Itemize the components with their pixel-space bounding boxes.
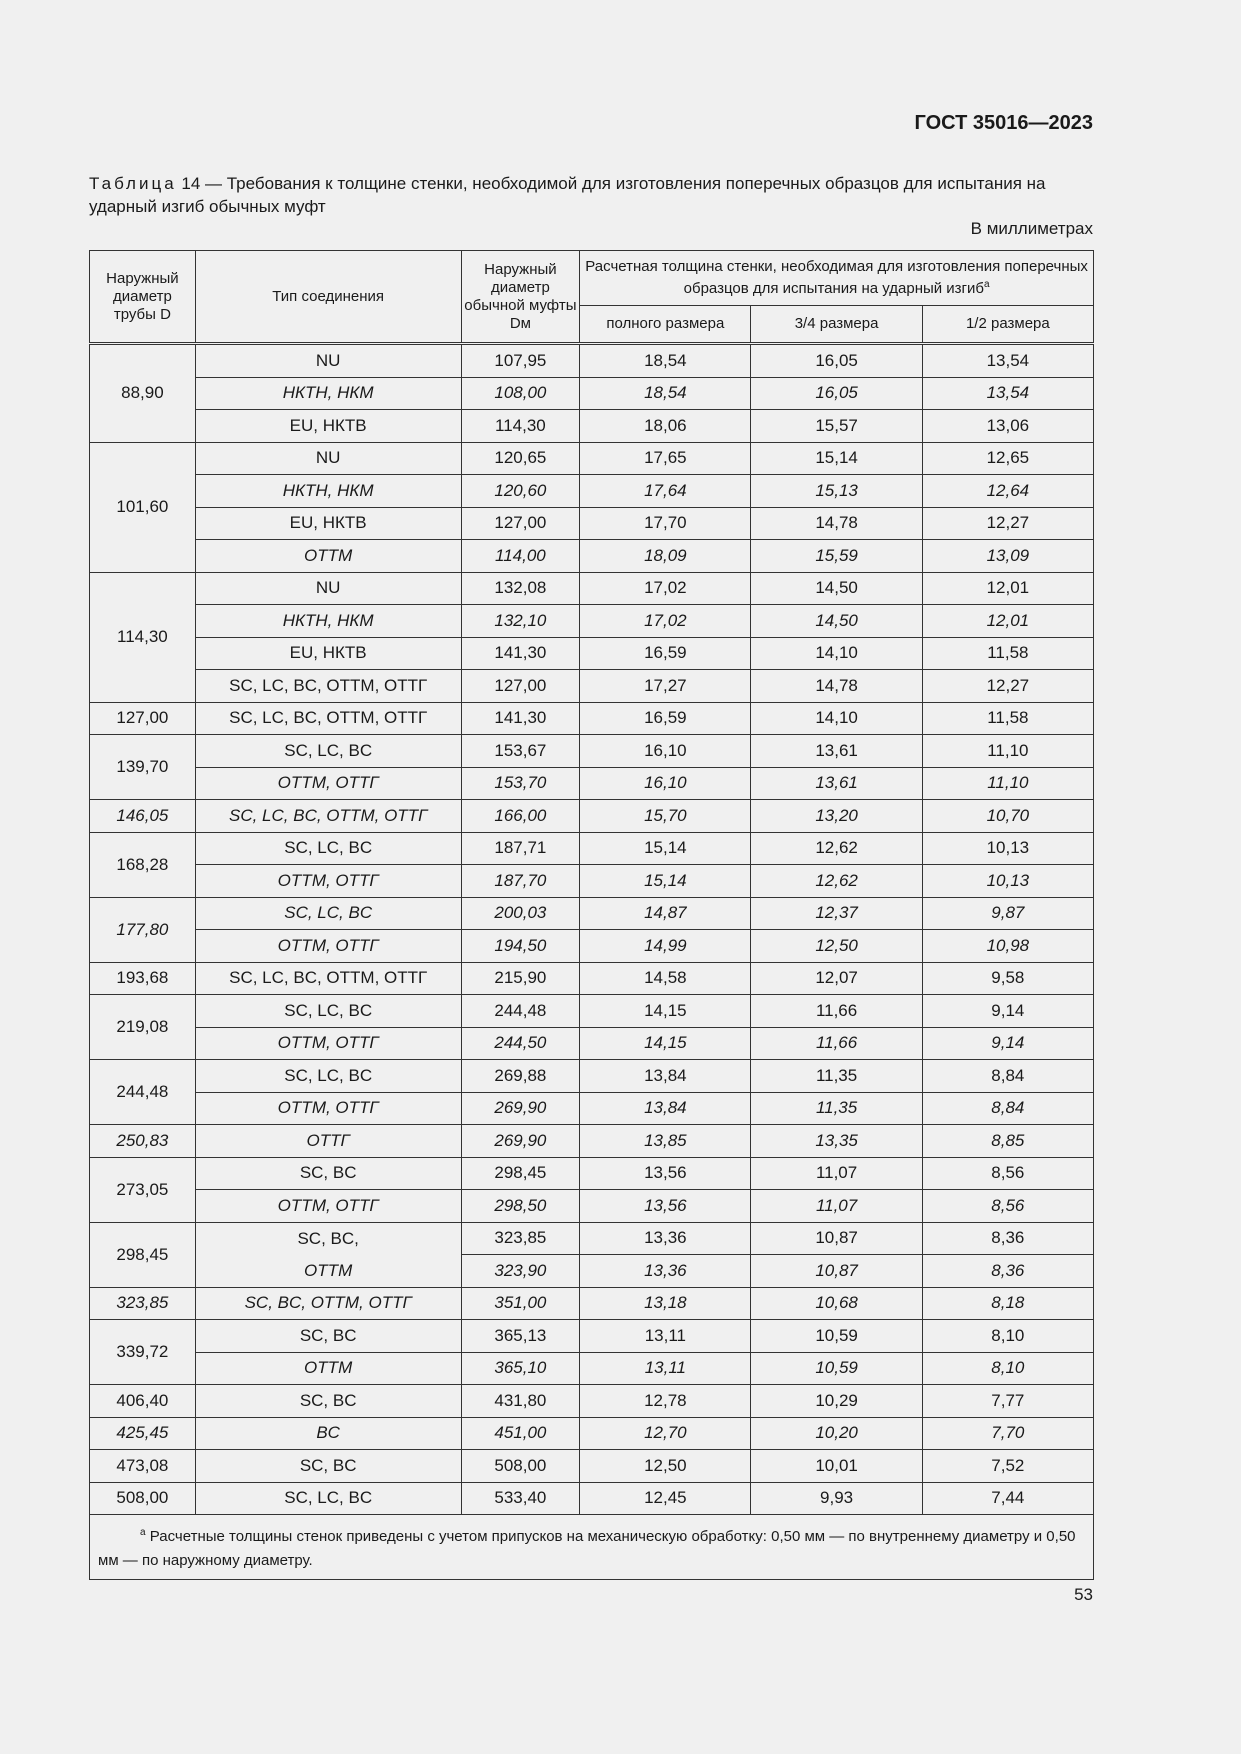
cell-half-size: 7,77 xyxy=(922,1385,1093,1418)
cell-full-size: 18,06 xyxy=(580,410,751,443)
cell-half-size: 8,56 xyxy=(922,1190,1093,1223)
header-half-size: 1/2 размера xyxy=(922,306,1093,344)
cell-three-quarter-size: 11,35 xyxy=(751,1092,922,1125)
table-footnote: $^a$ Расчетные толщины стенок приведены с учетом припусков на механическую обработку: 0,50 мм — по внутреннему диаметру и 0,50 мм — по наружному диаметру. xyxy=(90,1515,1094,1580)
cell-connection-type: SC, LC, BC xyxy=(195,1060,461,1093)
cell-coupling-od: 323,85 xyxy=(461,1222,580,1255)
table-row xyxy=(90,507,1094,540)
cell-three-quarter-size: 15,14 xyxy=(751,442,922,475)
cell-connection-type: NU xyxy=(195,344,461,378)
table-row xyxy=(90,1450,1094,1483)
cell-connection-type: SC, LC, BC, ОТТМ, ОТТГ xyxy=(195,962,461,995)
cell-half-size: 8,10 xyxy=(922,1352,1093,1385)
cell-connection-type: SC, BC xyxy=(195,1320,461,1353)
cell-pipe-od: 250,83 xyxy=(90,1125,196,1158)
cell-half-size: 11,58 xyxy=(922,702,1093,735)
cell-half-size: 7,44 xyxy=(922,1482,1093,1515)
cell-full-size: 14,58 xyxy=(580,962,751,995)
cell-three-quarter-size: 11,66 xyxy=(751,1027,922,1060)
cell-connection-type: SC, BC, xyxy=(195,1222,461,1255)
cell-coupling-od: 120,60 xyxy=(461,475,580,508)
table-row xyxy=(90,1222,1094,1255)
table-row xyxy=(90,1287,1094,1320)
cell-full-size: 13,84 xyxy=(580,1060,751,1093)
cell-connection-type: ОТТГ xyxy=(195,1125,461,1158)
cell-coupling-od: 120,65 xyxy=(461,442,580,475)
header-coupling-od: Наружный диаметр обычной муфты Dм xyxy=(461,251,580,344)
cell-half-size: 8,84 xyxy=(922,1092,1093,1125)
cell-three-quarter-size: 10,68 xyxy=(751,1287,922,1320)
table-caption-prefix: Таблица xyxy=(89,174,177,193)
cell-full-size: 16,10 xyxy=(580,735,751,768)
table-row xyxy=(90,475,1094,508)
cell-connection-type: SC, LC, BC xyxy=(195,995,461,1028)
cell-three-quarter-size: 11,07 xyxy=(751,1157,922,1190)
header-connection-type: Тип соединения xyxy=(195,251,461,344)
cell-connection-type: НКТН, НКМ xyxy=(195,377,461,410)
cell-full-size: 17,65 xyxy=(580,442,751,475)
cell-three-quarter-size: 10,29 xyxy=(751,1385,922,1418)
wall-thickness-table xyxy=(89,250,1094,1580)
cell-coupling-od: 141,30 xyxy=(461,702,580,735)
cell-three-quarter-size: 13,20 xyxy=(751,800,922,833)
cell-half-size: 7,70 xyxy=(922,1417,1093,1450)
cell-pipe-od: 508,00 xyxy=(90,1482,196,1515)
cell-half-size: 12,27 xyxy=(922,507,1093,540)
cell-connection-type: SC, LC, BC, ОТТМ, ОТТГ xyxy=(195,670,461,703)
cell-three-quarter-size: 16,05 xyxy=(751,344,922,378)
cell-full-size: 18,54 xyxy=(580,344,751,378)
cell-full-size: 13,36 xyxy=(580,1255,751,1288)
cell-full-size: 16,10 xyxy=(580,767,751,800)
table-body xyxy=(90,344,1094,1515)
cell-connection-type: ОТТМ, ОТТГ xyxy=(195,1092,461,1125)
cell-connection-type: ОТТМ xyxy=(195,1352,461,1385)
cell-coupling-od: 244,48 xyxy=(461,995,580,1028)
cell-pipe-od: 473,08 xyxy=(90,1450,196,1483)
cell-connection-type: НКТН, НКМ xyxy=(195,605,461,638)
cell-half-size: 10,13 xyxy=(922,832,1093,865)
table-row xyxy=(90,1352,1094,1385)
table-row xyxy=(90,410,1094,443)
cell-connection-type: ОТТМ, ОТТГ xyxy=(195,767,461,800)
cell-half-size: 8,56 xyxy=(922,1157,1093,1190)
cell-half-size: 9,87 xyxy=(922,897,1093,930)
cell-full-size: 13,56 xyxy=(580,1157,751,1190)
cell-coupling-od: 127,00 xyxy=(461,507,580,540)
table-row xyxy=(90,540,1094,573)
cell-coupling-od: 269,90 xyxy=(461,1092,580,1125)
cell-coupling-od: 323,90 xyxy=(461,1255,580,1288)
cell-three-quarter-size: 15,59 xyxy=(751,540,922,573)
table-row xyxy=(90,1125,1094,1158)
cell-connection-type: ОТТМ, ОТТГ xyxy=(195,1190,461,1223)
cell-pipe-od: 127,00 xyxy=(90,702,196,735)
cell-half-size: 9,14 xyxy=(922,995,1093,1028)
cell-coupling-od: 351,00 xyxy=(461,1287,580,1320)
cell-coupling-od: 298,45 xyxy=(461,1157,580,1190)
cell-pipe-od: 298,45 xyxy=(90,1222,196,1287)
cell-pipe-od: 139,70 xyxy=(90,735,196,800)
cell-half-size: 8,18 xyxy=(922,1287,1093,1320)
cell-coupling-od: 365,10 xyxy=(461,1352,580,1385)
cell-three-quarter-size: 12,07 xyxy=(751,962,922,995)
cell-coupling-od: 451,00 xyxy=(461,1417,580,1450)
table-row xyxy=(90,1385,1094,1418)
cell-connection-type: ОТТМ, ОТТГ xyxy=(195,1027,461,1060)
cell-connection-type: SC, LC, BC, ОТТМ, ОТТГ xyxy=(195,702,461,735)
cell-full-size: 15,14 xyxy=(580,832,751,865)
cell-coupling-od: 187,71 xyxy=(461,832,580,865)
units-label: В миллиметрах xyxy=(970,219,1093,238)
cell-half-size: 12,27 xyxy=(922,670,1093,703)
cell-three-quarter-size: 14,50 xyxy=(751,605,922,638)
page-number: 53 xyxy=(1074,1585,1093,1604)
cell-three-quarter-size: 16,05 xyxy=(751,377,922,410)
cell-pipe-od: 101,60 xyxy=(90,442,196,572)
cell-full-size: 16,59 xyxy=(580,702,751,735)
cell-coupling-od: 194,50 xyxy=(461,930,580,963)
cell-coupling-od: 269,90 xyxy=(461,1125,580,1158)
cell-connection-type: EU, НКТВ xyxy=(195,507,461,540)
cell-half-size: 8,10 xyxy=(922,1320,1093,1353)
cell-full-size: 13,11 xyxy=(580,1320,751,1353)
cell-pipe-od: 177,80 xyxy=(90,897,196,962)
cell-coupling-od: 108,00 xyxy=(461,377,580,410)
table-caption xyxy=(89,172,1093,218)
document-id: ГОСТ 35016—2023 xyxy=(914,112,1093,134)
cell-coupling-od: 508,00 xyxy=(461,1450,580,1483)
cell-pipe-od: 323,85 xyxy=(90,1287,196,1320)
cell-half-size: 13,06 xyxy=(922,410,1093,443)
table-row xyxy=(90,897,1094,930)
cell-full-size: 12,78 xyxy=(580,1385,751,1418)
table-row xyxy=(90,1157,1094,1190)
cell-coupling-od: 187,70 xyxy=(461,865,580,898)
cell-full-size: 15,70 xyxy=(580,800,751,833)
table-row xyxy=(90,377,1094,410)
table-row xyxy=(90,995,1094,1028)
cell-half-size: 8,36 xyxy=(922,1255,1093,1288)
table-row xyxy=(90,702,1094,735)
table-row xyxy=(90,832,1094,865)
cell-pipe-od: 114,30 xyxy=(90,572,196,702)
cell-three-quarter-size: 14,78 xyxy=(751,670,922,703)
table-row xyxy=(90,865,1094,898)
cell-coupling-od: 431,80 xyxy=(461,1385,580,1418)
table-row xyxy=(90,767,1094,800)
cell-three-quarter-size: 10,59 xyxy=(751,1352,922,1385)
cell-connection-type: ОТТМ, ОТТГ xyxy=(195,865,461,898)
cell-three-quarter-size: 9,93 xyxy=(751,1482,922,1515)
cell-pipe-od: 193,68 xyxy=(90,962,196,995)
cell-full-size: 16,59 xyxy=(580,637,751,670)
cell-full-size: 18,09 xyxy=(580,540,751,573)
cell-three-quarter-size: 10,01 xyxy=(751,1450,922,1483)
cell-half-size: 11,58 xyxy=(922,637,1093,670)
cell-pipe-od: 244,48 xyxy=(90,1060,196,1125)
cell-coupling-od: 132,10 xyxy=(461,605,580,638)
header-three-quarter-size: 3/4 размера xyxy=(751,306,922,344)
cell-three-quarter-size: 15,13 xyxy=(751,475,922,508)
cell-connection-type: SC, BC xyxy=(195,1157,461,1190)
table-row xyxy=(90,930,1094,963)
cell-connection-type: BC xyxy=(195,1417,461,1450)
cell-pipe-od: 273,05 xyxy=(90,1157,196,1222)
cell-coupling-od: 107,95 xyxy=(461,344,580,378)
cell-full-size: 17,64 xyxy=(580,475,751,508)
cell-full-size: 17,02 xyxy=(580,572,751,605)
cell-full-size: 17,27 xyxy=(580,670,751,703)
cell-pipe-od: 146,05 xyxy=(90,800,196,833)
table-row xyxy=(90,344,1094,378)
cell-three-quarter-size: 13,61 xyxy=(751,735,922,768)
cell-coupling-od: 166,00 xyxy=(461,800,580,833)
cell-coupling-od: 200,03 xyxy=(461,897,580,930)
cell-half-size: 7,52 xyxy=(922,1450,1093,1483)
cell-three-quarter-size: 13,35 xyxy=(751,1125,922,1158)
cell-three-quarter-size: 14,78 xyxy=(751,507,922,540)
cell-half-size: 12,01 xyxy=(922,605,1093,638)
cell-full-size: 14,87 xyxy=(580,897,751,930)
cell-full-size: 17,02 xyxy=(580,605,751,638)
cell-half-size: 11,10 xyxy=(922,767,1093,800)
cell-three-quarter-size: 11,35 xyxy=(751,1060,922,1093)
cell-half-size: 9,14 xyxy=(922,1027,1093,1060)
table-row xyxy=(90,735,1094,768)
cell-full-size: 13,56 xyxy=(580,1190,751,1223)
cell-connection-type: SC, LC, BC xyxy=(195,832,461,865)
cell-half-size: 10,13 xyxy=(922,865,1093,898)
cell-half-size: 10,70 xyxy=(922,800,1093,833)
cell-three-quarter-size: 11,66 xyxy=(751,995,922,1028)
cell-half-size: 10,98 xyxy=(922,930,1093,963)
cell-full-size: 14,15 xyxy=(580,1027,751,1060)
cell-half-size: 8,84 xyxy=(922,1060,1093,1093)
cell-full-size: 15,14 xyxy=(580,865,751,898)
cell-coupling-od: 298,50 xyxy=(461,1190,580,1223)
cell-three-quarter-size: 10,87 xyxy=(751,1222,922,1255)
cell-half-size: 13,54 xyxy=(922,344,1093,378)
cell-full-size: 14,99 xyxy=(580,930,751,963)
cell-coupling-od: 153,70 xyxy=(461,767,580,800)
table-row xyxy=(90,572,1094,605)
cell-connection-type: EU, НКТВ xyxy=(195,637,461,670)
cell-connection-type: ОТТМ xyxy=(195,1255,461,1288)
table-row xyxy=(90,605,1094,638)
cell-pipe-od: 88,90 xyxy=(90,344,196,443)
table-row xyxy=(90,442,1094,475)
table-row xyxy=(90,1092,1094,1125)
table-row xyxy=(90,1190,1094,1223)
header-wall-thickness-group: Расчетная толщина стенки, необходимая для изготовления поперечных образцов для испытания на ударный изгиб$^a$ xyxy=(580,251,1094,306)
cell-full-size: 13,18 xyxy=(580,1287,751,1320)
footnote-mark: a xyxy=(984,279,990,290)
cell-coupling-od: 365,13 xyxy=(461,1320,580,1353)
cell-half-size: 9,58 xyxy=(922,962,1093,995)
header-full-size: полного размера xyxy=(580,306,751,344)
cell-coupling-od: 132,08 xyxy=(461,572,580,605)
cell-full-size: 12,70 xyxy=(580,1417,751,1450)
cell-full-size: 13,85 xyxy=(580,1125,751,1158)
cell-three-quarter-size: 10,87 xyxy=(751,1255,922,1288)
cell-three-quarter-size: 10,59 xyxy=(751,1320,922,1353)
cell-three-quarter-size: 14,10 xyxy=(751,637,922,670)
cell-half-size: 11,10 xyxy=(922,735,1093,768)
table-row xyxy=(90,637,1094,670)
cell-coupling-od: 215,90 xyxy=(461,962,580,995)
cell-pipe-od: 168,28 xyxy=(90,832,196,897)
cell-coupling-od: 244,50 xyxy=(461,1027,580,1060)
cell-three-quarter-size: 10,20 xyxy=(751,1417,922,1450)
cell-coupling-od: 153,67 xyxy=(461,735,580,768)
table-row xyxy=(90,800,1094,833)
cell-half-size: 8,85 xyxy=(922,1125,1093,1158)
cell-connection-type: NU xyxy=(195,442,461,475)
cell-full-size: 17,70 xyxy=(580,507,751,540)
cell-connection-type: НКТН, НКМ xyxy=(195,475,461,508)
table-row xyxy=(90,962,1094,995)
table-row xyxy=(90,1255,1094,1288)
cell-connection-type: SC, BC xyxy=(195,1385,461,1418)
cell-three-quarter-size: 11,07 xyxy=(751,1190,922,1223)
cell-coupling-od: 269,88 xyxy=(461,1060,580,1093)
cell-full-size: 12,50 xyxy=(580,1450,751,1483)
table-row xyxy=(90,1027,1094,1060)
cell-coupling-od: 114,30 xyxy=(461,410,580,443)
table-row xyxy=(90,1417,1094,1450)
cell-half-size: 12,64 xyxy=(922,475,1093,508)
cell-connection-type: SC, LC, BC xyxy=(195,1482,461,1515)
cell-connection-type: SC, LC, BC xyxy=(195,897,461,930)
table-row xyxy=(90,1482,1094,1515)
cell-three-quarter-size: 12,50 xyxy=(751,930,922,963)
cell-three-quarter-size: 15,57 xyxy=(751,410,922,443)
cell-connection-type: SC, BC xyxy=(195,1450,461,1483)
cell-coupling-od: 127,00 xyxy=(461,670,580,703)
cell-full-size: 13,84 xyxy=(580,1092,751,1125)
cell-full-size: 13,36 xyxy=(580,1222,751,1255)
cell-three-quarter-size: 12,62 xyxy=(751,865,922,898)
cell-coupling-od: 141,30 xyxy=(461,637,580,670)
cell-half-size: 13,54 xyxy=(922,377,1093,410)
cell-coupling-od: 533,40 xyxy=(461,1482,580,1515)
cell-pipe-od: 425,45 xyxy=(90,1417,196,1450)
table-row xyxy=(90,670,1094,703)
cell-three-quarter-size: 13,61 xyxy=(751,767,922,800)
cell-connection-type: SC, LC, BC xyxy=(195,735,461,768)
header-pipe-od: Наружный диаметр трубы D xyxy=(90,251,196,344)
cell-full-size: 13,11 xyxy=(580,1352,751,1385)
cell-full-size: 14,15 xyxy=(580,995,751,1028)
cell-half-size: 12,65 xyxy=(922,442,1093,475)
cell-connection-type: SC, LC, BC, ОТТМ, ОТТГ xyxy=(195,800,461,833)
table-row xyxy=(90,1060,1094,1093)
cell-connection-type: SC, BC, ОТТМ, ОТТГ xyxy=(195,1287,461,1320)
cell-connection-type: ОТТМ xyxy=(195,540,461,573)
cell-three-quarter-size: 12,62 xyxy=(751,832,922,865)
cell-full-size: 18,54 xyxy=(580,377,751,410)
cell-three-quarter-size: 14,10 xyxy=(751,702,922,735)
cell-full-size: 12,45 xyxy=(580,1482,751,1515)
cell-connection-type: ОТТМ, ОТТГ xyxy=(195,930,461,963)
cell-half-size: 12,01 xyxy=(922,572,1093,605)
cell-pipe-od: 339,72 xyxy=(90,1320,196,1385)
cell-connection-type: EU, НКТВ xyxy=(195,410,461,443)
cell-half-size: 13,09 xyxy=(922,540,1093,573)
cell-connection-type: NU xyxy=(195,572,461,605)
cell-three-quarter-size: 12,37 xyxy=(751,897,922,930)
cell-pipe-od: 406,40 xyxy=(90,1385,196,1418)
table-caption-text: 14 — Требования к толщине стенки, необходимой для изготовления поперечных образцов для испытания на ударный изгиб обычных муфт xyxy=(89,174,1046,216)
cell-half-size: 8,36 xyxy=(922,1222,1093,1255)
cell-pipe-od: 219,08 xyxy=(90,995,196,1060)
table-row xyxy=(90,1320,1094,1353)
cell-three-quarter-size: 14,50 xyxy=(751,572,922,605)
cell-coupling-od: 114,00 xyxy=(461,540,580,573)
